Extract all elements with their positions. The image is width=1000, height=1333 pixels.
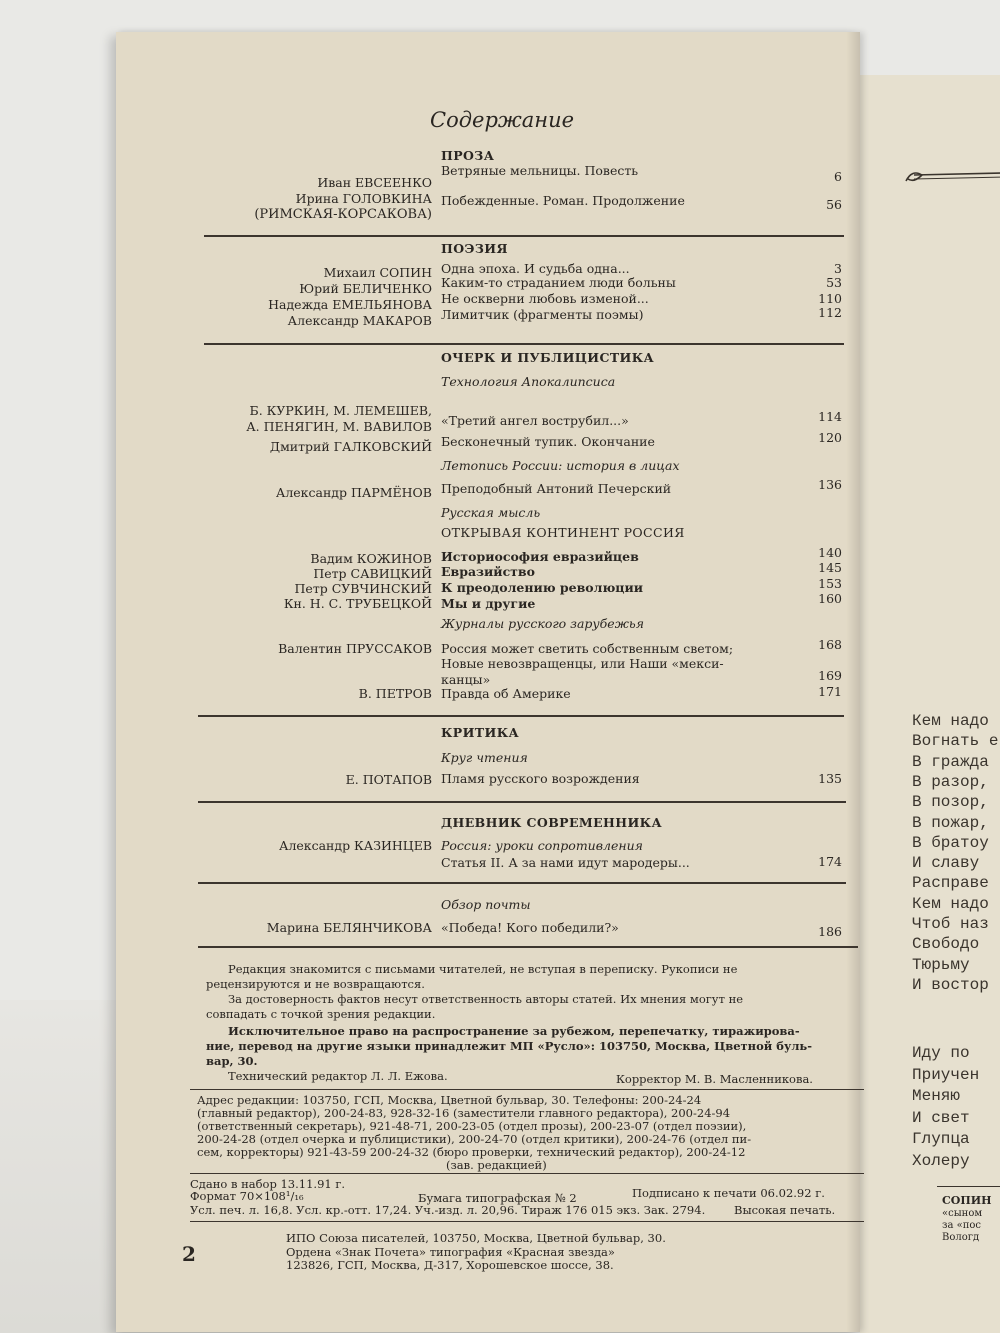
facing-note-author: СОПИН bbox=[942, 1194, 992, 1207]
address-line: (зав. редакцией) bbox=[446, 1158, 547, 1172]
work-title: Мы и другие bbox=[441, 596, 536, 611]
divider bbox=[204, 235, 844, 237]
page-ref: 114 bbox=[818, 409, 842, 424]
page-ref: 160 bbox=[818, 591, 842, 606]
verse-line: Тюрьму bbox=[912, 955, 970, 974]
page-ref: 171 bbox=[818, 684, 842, 699]
editorial-note: ние, перевод на другие языки принадлежит МП «Русло»: 103750, Москва, Цветной буль- bbox=[206, 1039, 813, 1053]
author: Надежда ЕМЕЛЬЯНОВА bbox=[268, 297, 432, 312]
author: (РИМСКАЯ-КОРСАКОВА) bbox=[254, 207, 432, 222]
page-ref: 168 bbox=[818, 637, 842, 652]
editorial-note: совпадать с точкой зрения редакции. bbox=[206, 1007, 436, 1021]
imprint-line: Подписано к печати 06.02.92 г. bbox=[632, 1186, 825, 1200]
verse-line: И востор bbox=[912, 975, 989, 994]
page-ref: 120 bbox=[818, 430, 842, 445]
verse-line: Кем надо bbox=[912, 894, 989, 913]
work-title: Бесконечный тупик. Окончание bbox=[441, 434, 655, 449]
author: Валентин ПРУССАКОВ bbox=[278, 641, 432, 656]
page-ref: 153 bbox=[818, 576, 842, 591]
contents-title: Содержание bbox=[430, 108, 575, 132]
work-title: Ветряные мельницы. Повесть bbox=[441, 163, 639, 178]
facing-note-line: Вологд bbox=[942, 1232, 980, 1243]
page-ref: 110 bbox=[818, 291, 842, 306]
page-ref: 174 bbox=[818, 854, 842, 869]
page-ref: 56 bbox=[826, 197, 842, 212]
printer-line: ИПО Союза писателей, 103750, Москва, Цветной бульвар, 30. bbox=[286, 1231, 666, 1245]
work-title: Правда об Америке bbox=[441, 686, 571, 701]
author: Б. КУРКИН, М. ЛЕМЕШЕВ, bbox=[249, 403, 432, 418]
divider bbox=[204, 343, 844, 345]
author: Вадим КОЖИНОВ bbox=[310, 551, 432, 566]
page-ref: 145 bbox=[818, 560, 842, 575]
verse-line: Чтоб наз bbox=[912, 915, 989, 933]
work-title: Не оскверни любовь изменой... bbox=[441, 291, 649, 306]
author: Александр КАЗИНЦЕВ bbox=[278, 838, 432, 853]
page-ref: 3 bbox=[834, 261, 842, 276]
editorial-note: рецензируются и не возвращаются. bbox=[206, 977, 425, 991]
verse-line: Холеру bbox=[912, 1151, 970, 1170]
author: Марина БЕЛЯНЧИКОВА bbox=[266, 920, 432, 935]
work-title: Историософия евразийцев bbox=[441, 549, 639, 564]
author: А. ПЕНЯГИН, М. ВАВИЛОВ bbox=[246, 419, 432, 434]
subsection-heading: Технология Апокалипсиса bbox=[441, 374, 616, 389]
page-ref: 53 bbox=[826, 275, 842, 290]
work-title: Побежденные. Роман. Продолжение bbox=[441, 193, 685, 208]
section-heading: ДНЕВНИК СОВРЕМЕННИКА bbox=[441, 815, 663, 830]
imprint-line: Формат 70×108¹/₁₆ bbox=[190, 1189, 304, 1203]
work-title: «Победа! Кого победили?» bbox=[441, 920, 619, 935]
work-title: «Третий ангел вострубил...» bbox=[441, 413, 629, 428]
printer-line: 123826, ГСП, Москва, Д-317, Хорошевское шоссе, 38. bbox=[286, 1258, 614, 1272]
verse-line: Кем надо bbox=[912, 712, 989, 730]
verse-line: Свободо bbox=[912, 935, 980, 954]
page-ref: 135 bbox=[818, 771, 842, 786]
corrector: Корректор М. В. Масленникова. bbox=[616, 1072, 813, 1086]
verse-line: В пожар, bbox=[912, 813, 989, 832]
imprint-line: Бумага типографская № 2 bbox=[418, 1191, 577, 1205]
page-ref: 6 bbox=[834, 169, 842, 184]
subsection-heading: Круг чтения bbox=[441, 750, 528, 765]
facing-note-line: за «пос bbox=[942, 1220, 981, 1231]
author: Петр СУВЧИНСКИЙ bbox=[294, 581, 432, 596]
subsection-heading: Россия: уроки сопротивления bbox=[441, 838, 643, 853]
verse-line: Иду по bbox=[912, 1044, 970, 1062]
divider bbox=[198, 882, 846, 884]
editorial-note: Исключительное право на распространение за рубежом, перепечатку, тиражирова- bbox=[228, 1024, 800, 1038]
work-title: канцы» bbox=[441, 672, 491, 687]
verse-line: В гражда bbox=[912, 752, 989, 771]
tech-editor: Технический редактор Л. Л. Ежова. bbox=[228, 1069, 448, 1083]
author: В. ПЕТРОВ bbox=[358, 686, 432, 701]
author: Дмитрий ГАЛКОВСКИЙ bbox=[269, 439, 432, 454]
imprint-line: Усл. печ. л. 16,8. Усл. кр.-отт. 17,24. Уч.-изд. л. 20,96. Тираж 176 015 экз. Зак. 2794. bbox=[190, 1203, 706, 1217]
author: Ирина ГОЛОВКИНА bbox=[295, 191, 432, 206]
verse-line: Расправе bbox=[912, 874, 989, 893]
imprint-line: Высокая печать. bbox=[734, 1203, 836, 1217]
address-line: (ответственный секретарь), 921-48-71, 200-23-05 (отдел прозы), 200-23-07 (отдел поэзии), bbox=[197, 1119, 747, 1133]
work-title: Каким-то страданием люди больны bbox=[441, 275, 676, 290]
divider bbox=[198, 801, 846, 803]
section-heading: КРИТИКА bbox=[441, 725, 520, 740]
editorial-note: За достоверность фактов несут ответственность авторы статей. Их мнения могут не bbox=[228, 992, 744, 1006]
verse-line: Вогнать е bbox=[912, 732, 999, 751]
page-ref: 112 bbox=[818, 305, 842, 320]
verse-line: Глупца bbox=[912, 1130, 970, 1148]
work-title: Евразийство bbox=[441, 564, 535, 579]
author: Кн. Н. С. ТРУБЕЦКОЙ bbox=[283, 596, 432, 611]
author: Михаил СОПИН bbox=[323, 265, 432, 280]
section-heading: ПРОЗА bbox=[441, 148, 495, 163]
editorial-note: вар, 30. bbox=[206, 1054, 258, 1068]
work-title: К преодолению революции bbox=[441, 580, 644, 595]
subsection-heading: Летопись России: история в лицах bbox=[441, 458, 680, 473]
verse-line: В братоу bbox=[912, 833, 989, 852]
author: Юрий БЕЛИЧЕНКО bbox=[299, 281, 432, 296]
author: Е. ПОТАПОВ bbox=[345, 772, 432, 787]
page-number: 2 bbox=[182, 1242, 196, 1266]
page-ref: 136 bbox=[818, 477, 842, 492]
verse-line: В позор, bbox=[912, 793, 989, 812]
work-title: Пламя русского возрождения bbox=[441, 771, 640, 786]
divider bbox=[190, 1221, 864, 1222]
verse-line: Приучен bbox=[912, 1065, 980, 1084]
work-title: Лимитчик (фрагменты поэмы) bbox=[441, 307, 644, 322]
address-line: 200-24-28 (отдел очерка и публицистики), 200-24-70 (отдел критики), 200-24-76 (отдел пи- bbox=[197, 1132, 752, 1146]
author: Александр МАКАРОВ bbox=[287, 313, 432, 328]
work-title: Новые невозвращенцы, или Наши «мекси- bbox=[441, 656, 724, 671]
facing-rule bbox=[937, 1186, 1000, 1187]
imprint-line: Сдано в набор 13.11.91 г. bbox=[190, 1177, 346, 1191]
author: Иван ЕВСЕЕНКО bbox=[317, 175, 432, 190]
editorial-note: Редакция знакомится с письмами читателей, не вступая в переписку. Рукописи не bbox=[228, 962, 738, 976]
verse-line: В разор, bbox=[912, 772, 989, 791]
work-title: Одна эпоха. И судьба одна... bbox=[441, 261, 630, 276]
author: Александр ПАРМЁНОВ bbox=[275, 485, 432, 500]
divider bbox=[198, 715, 844, 717]
divider bbox=[190, 1173, 864, 1174]
page-ref: 140 bbox=[818, 545, 842, 560]
subsection-heading: Русская мысль bbox=[441, 505, 541, 520]
printer-line: Ордена «Знак Почета» типография «Красная звезда» bbox=[286, 1245, 615, 1259]
address-line: (главный редактор), 200-24-83, 928-32-16 (заместители главного редактора), 200-24-94 bbox=[197, 1106, 731, 1120]
section-heading: ОТКРЫВАЯ КОНТИНЕНТ РОССИЯ bbox=[441, 525, 685, 540]
section-heading: ОЧЕРК И ПУБЛИЦИСТИКА bbox=[441, 350, 655, 365]
address-line: сем, корректоры) 921-43-59 200-24-32 (бюро проверки, технический редактор), 200-24-12 bbox=[197, 1145, 746, 1159]
work-title: Статья II. А за нами идут мародеры... bbox=[441, 855, 690, 870]
section-heading: ПОЭЗИЯ bbox=[441, 241, 508, 256]
work-title: Россия может светить собственным светом; bbox=[441, 641, 734, 656]
subsection-heading: Журналы русского зарубежья bbox=[441, 616, 644, 631]
page-ref: 169 bbox=[818, 668, 842, 683]
divider bbox=[190, 1089, 864, 1090]
author: Петр САВИЦКИЙ bbox=[313, 566, 432, 581]
verse-line: И свет bbox=[912, 1108, 970, 1127]
address-line: Адрес редакции: 103750, ГСП, Москва, Цветной бульвар, 30. Телефоны: 200-24-24 bbox=[197, 1093, 702, 1107]
divider bbox=[198, 946, 858, 948]
work-title: Преподобный Антоний Печерский bbox=[441, 481, 672, 496]
verse-line: И славу bbox=[912, 854, 980, 873]
subsection-heading: Обзор почты bbox=[441, 897, 531, 912]
page-ref: 186 bbox=[818, 924, 842, 939]
verse-line: Меняю bbox=[912, 1087, 961, 1105]
ornament-flourish-icon bbox=[904, 165, 1000, 195]
facing-note-line: «сыном bbox=[942, 1208, 983, 1219]
